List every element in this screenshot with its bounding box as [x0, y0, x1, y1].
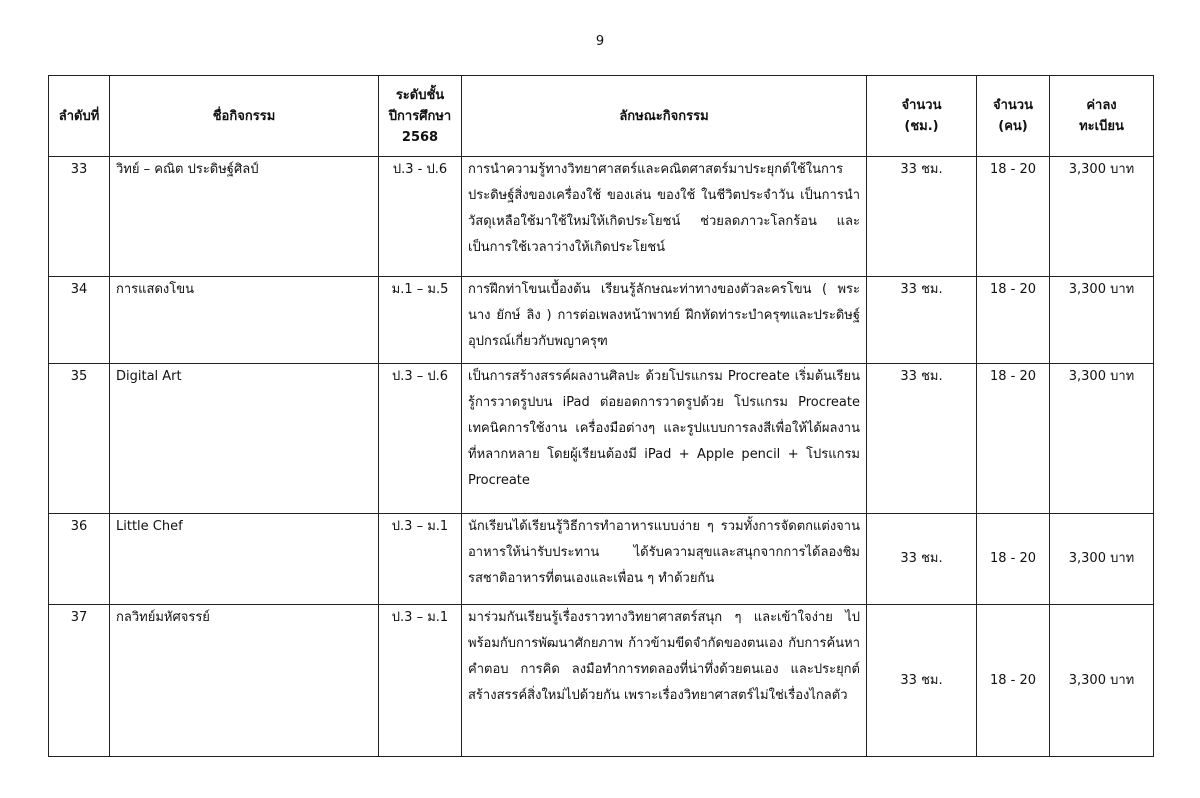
- row-hours: 33 ชม.: [867, 157, 977, 277]
- row-desc: เป็นการสร้างสรรค์ผลงานศิลปะ ด้วยโปรแกรม Procreate เริ่มต้นเรียนรู้การวาดรูปบน iPad ต่อยอดการวาดรูปด้วย โปรแกรม Procreate เทคนิคการใช้งาน เครื่องมือต่างๆ และรูปแบบการลงสีเพื่อให้ได้ผลงานที่หลากหลาย โดยผู้เรียนต้องมี iPad + Apple pencil + โปรแกรม Procreate: [462, 364, 867, 514]
- row-people: 18 - 20: [977, 514, 1050, 605]
- row-desc: มาร่วมกันเรียนรู้เรื่องราวทางวิทยาศาสตร์สนุก ๆ และเข้าใจง่าย ไปพร้อมกับการพัฒนาศักยภาพ ก้าวข้ามขีดจำกัดของตนเอง กับการค้นหาคำตอบ การคิด ลงมือทำการทดลองที่น่าทึ่งด้วยตนเอง และประยุกต์ สร้างสรรค์สิ่งใหม่ไปด้วยกัน เพราะเรื่องวิทยาศาสตร์ไม่ใช่เรื่องไกลตัว: [462, 605, 867, 757]
- row-people: 18 - 20: [977, 364, 1050, 514]
- row-desc: การฝึกท่าโขนเบื้องต้น เรียนรู้ลักษณะท่าทางของตัวละครโขน ( พระ นาง ยักษ์ ลิง ) การต่อเพลงหน้าพาทย์ ฝึกหัดท่าระบำครุฑและประดิษฐ์อุปกรณ์เกี่ยวกับพญาครุฑ: [462, 277, 867, 364]
- row-people: 18 - 20: [977, 605, 1050, 757]
- activities-table: [48, 75, 1154, 757]
- row-name: วิทย์ – คณิต ประดิษฐ์ศิลป์: [110, 157, 379, 277]
- header-desc: ลักษณะกิจกรรม: [462, 76, 867, 157]
- row-name: กลวิทย์มหัศจรรย์: [110, 605, 379, 757]
- row-hours: 33 ชม.: [867, 364, 977, 514]
- row-fee: 3,300 บาท: [1050, 514, 1154, 605]
- row-name: การแสดงโขน: [110, 277, 379, 364]
- header-name: ชื่อกิจกรรม: [110, 76, 379, 157]
- header-fee: ค่าลง ทะเบียน: [1050, 76, 1154, 157]
- row-level: ป.3 – ม.1: [379, 605, 462, 757]
- row-people: 18 - 20: [977, 277, 1050, 364]
- row-level: ม.1 – ม.5: [379, 277, 462, 364]
- row-name: Little Chef: [110, 514, 379, 605]
- row-no: 37: [49, 605, 110, 757]
- row-hours: 33 ชม.: [867, 514, 977, 605]
- row-fee: 3,300 บาท: [1050, 605, 1154, 757]
- table-header-row: [49, 76, 1154, 157]
- table-row: [49, 364, 1154, 514]
- row-fee: 3,300 บาท: [1050, 157, 1154, 277]
- row-no: 35: [49, 364, 110, 514]
- table-row: [49, 277, 1154, 364]
- row-level: ป.3 – ป.6: [379, 364, 462, 514]
- row-no: 36: [49, 514, 110, 605]
- row-level: ป.3 – ม.1: [379, 514, 462, 605]
- table-row: [49, 605, 1154, 757]
- header-people: จำนวน (คน): [977, 76, 1050, 157]
- row-fee: 3,300 บาท: [1050, 364, 1154, 514]
- row-name: Digital Art: [110, 364, 379, 514]
- row-desc: การนำความรู้ทางวิทยาศาสตร์และคณิตศาสตร์มาประยุกต์ใช้ในการประดิษฐ์สิ่งของเครื่องใช้ ของเล่น ของใช้ ในชีวิตประจำวัน เป็นการนำวัสดุเหลือใช้มาใช้ใหม่ให้เกิดประโยชน์ ช่วยลดภาวะโลกร้อน และเป็นการใช้เวลาว่างให้เกิดประโยชน์: [462, 157, 867, 277]
- row-fee: 3,300 บาท: [1050, 277, 1154, 364]
- table-row: [49, 157, 1154, 277]
- row-hours: 33 ชม.: [867, 605, 977, 757]
- row-no: 33: [49, 157, 110, 277]
- table-row: [49, 514, 1154, 605]
- header-no: ลำดับที่: [49, 76, 110, 157]
- row-no: 34: [49, 277, 110, 364]
- header-hours: จำนวน (ชม.): [867, 76, 977, 157]
- row-desc: นักเรียนได้เรียนรู้วิธีการทำอาหารแบบง่าย ๆ รวมทั้งการจัดตกแต่งจานอาหารให้น่ารับประทาน ได้รับความสุขและสนุกจากการได้ลองชิมรสชาติอาหารที่ตนเองและเพื่อน ๆ ทำด้วยกัน: [462, 514, 867, 605]
- row-people: 18 - 20: [977, 157, 1050, 277]
- row-level: ป.3 - ป.6: [379, 157, 462, 277]
- row-hours: 33 ชม.: [867, 277, 977, 364]
- page-number: 9: [595, 34, 605, 49]
- header-level: ระดับชั้น ปีการศึกษา 2568: [379, 76, 462, 157]
